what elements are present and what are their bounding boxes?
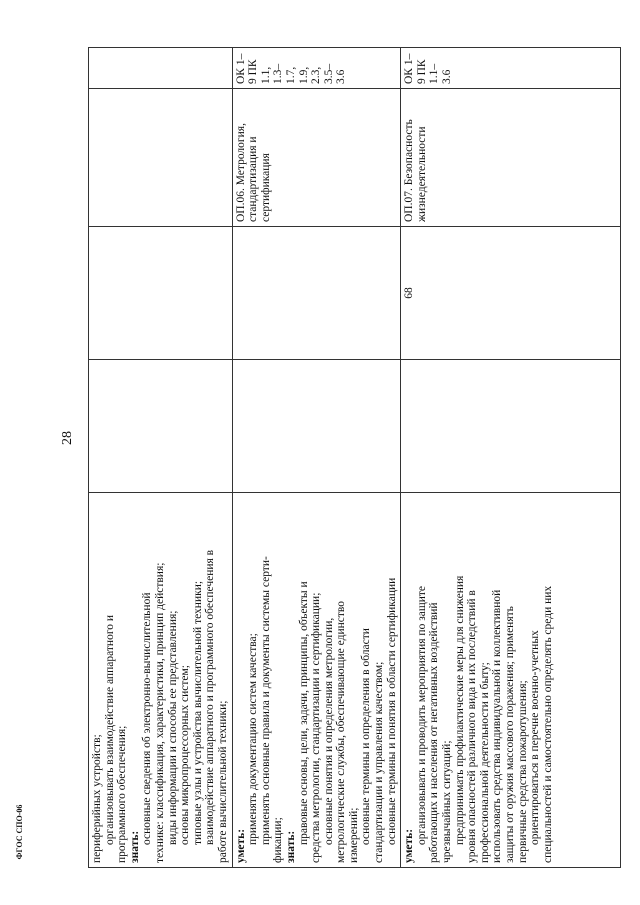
table-row <box>232 48 401 868</box>
requirement-line: виды информации и способы ее представления; <box>166 610 179 845</box>
requirements-cell <box>232 493 401 868</box>
hours-cell <box>89 227 233 360</box>
requirement-line: метрологические службы, обеспечивающие единство <box>335 601 348 863</box>
competences-cell: ОК 1–9 ПК 1.1, 1.3–1.7, 1.9, 2.3, 3.5–3.6 <box>232 48 401 89</box>
requirement-line: применять документацию систем качества; <box>247 633 260 845</box>
requirement-line: уровня опасностей различного вида и их последствий в <box>466 590 479 863</box>
hours-cell <box>232 227 401 360</box>
requirement-line: периферийных устройств; <box>91 734 103 863</box>
requirement-line: защиты от оружия массового поражения; применять <box>504 606 516 863</box>
total-hours-cell <box>401 360 621 493</box>
competences-cell <box>89 48 233 89</box>
curriculum-table <box>88 47 621 868</box>
requirement-line: работающих и населения от негативных воздействий <box>428 602 441 863</box>
section-heading: знать: <box>284 830 297 863</box>
requirement-line: фикации; <box>272 817 285 863</box>
competences-cell: ОК 1–9 ПК 1.1–3.6 <box>401 48 621 89</box>
hours-cell: 68 <box>401 227 621 360</box>
requirement-line: специальностей и самостоятельно определять среди них <box>541 585 554 863</box>
discipline-cell: ОП.06. Метрология, стандартизация и сертификация <box>232 89 401 227</box>
requirement-line: основные термины и определения в области <box>360 628 373 845</box>
requirement-line: ориентироваться в перечне военно-учетных <box>529 630 542 845</box>
page-number: 28 <box>60 431 75 445</box>
discipline-cell <box>89 89 233 227</box>
requirement-line: профессиональной деятельности и быту; <box>478 662 491 863</box>
table-row <box>401 48 621 868</box>
requirement-line: работе вычислительной техники; <box>216 700 229 863</box>
requirement-line: взаимодействие аппаратного и программного обеспечения в <box>204 549 217 845</box>
rotated-page <box>88 48 608 868</box>
table-row <box>89 48 233 868</box>
discipline-cell: ОП.07. Безопасность жизнедеятельности <box>401 89 621 227</box>
section-heading: уметь: <box>403 828 416 863</box>
requirement-line: организовывать и проводить мероприятия по защите <box>415 586 428 845</box>
total-hours-cell <box>232 360 401 493</box>
requirement-line: основные понятия и определения метрологии, <box>322 617 335 845</box>
requirement-line: основные сведения об электронно-вычислительной <box>141 592 154 845</box>
section-heading: знать: <box>128 830 141 863</box>
requirement-line: использовать средства индивидуальной и коллективной <box>491 589 504 863</box>
requirement-line: стандартизации и управления качеством; <box>373 661 386 863</box>
requirement-line: предпринимать профилактические меры для снижения <box>453 575 466 845</box>
requirement-line: измерений; <box>347 807 360 863</box>
section-heading: уметь: <box>234 828 247 863</box>
requirement-line: основные термины и понятия в области сертификации <box>385 577 398 845</box>
requirement-line: организовывать взаимодействие аппаратного и <box>103 614 116 845</box>
requirement-line: чрезвычайных ситуаций; <box>441 740 454 863</box>
footer-label: ФГОС СПО-06 <box>15 804 24 860</box>
requirement-line: технике: классификация, характеристики, принцип действия; <box>153 562 166 863</box>
requirement-line: средства метрологии, стандартизации и сертификации; <box>310 592 323 863</box>
requirement-line: основы микропроцессорных систем; <box>179 665 192 845</box>
requirement-line: правовые основы, цели, задачи, принципы, объекты и <box>297 581 310 845</box>
requirements-cell <box>89 493 233 868</box>
requirement-line: первичные средства пожаротушения; <box>516 680 529 863</box>
requirement-line: программного обеспечения; <box>116 725 129 863</box>
requirement-line: типовые узлы и устройства вычислительной техники; <box>191 580 204 845</box>
requirements-cell <box>401 493 621 868</box>
requirement-line: применять основные правила и документы системы серти- <box>259 556 272 845</box>
total-hours-cell <box>89 360 233 493</box>
